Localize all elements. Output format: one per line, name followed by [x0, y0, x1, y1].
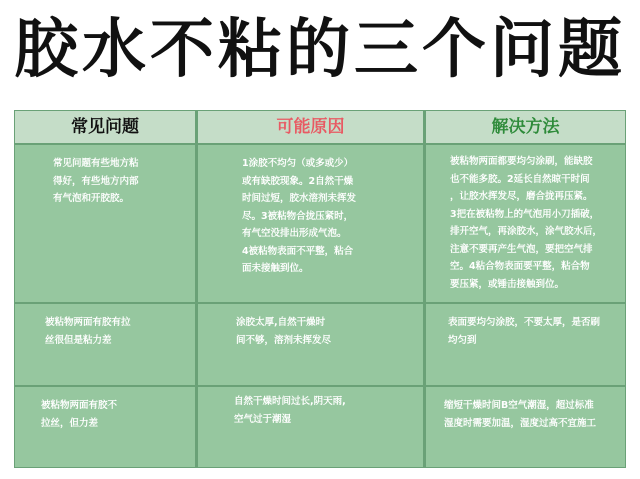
row-2-solution: [426, 304, 625, 385]
header-solution: 解决方法: [426, 111, 625, 143]
row-3-cause: [198, 387, 423, 467]
row-2-cause-text: 涂胶太厚,自然干燥时 间不够，溶剂未挥发尽: [236, 317, 332, 346]
row-3-solution: [426, 387, 625, 467]
row-2-problem: [15, 304, 195, 385]
page-title: 胶水不粘的三个问题: [14, 13, 626, 87]
row-1-solution: [426, 145, 625, 302]
row-3-solution-text: 缩短干燥时间B空气潮湿，超过标准 湿度时需要加温，湿度过高不宜施工: [444, 400, 597, 429]
header-cause: 可能原因: [198, 111, 423, 143]
row-2-solution-text: 表面要均匀涂胶，不要太厚，是否刷 均匀到: [448, 317, 601, 346]
row-1-cause-text: 1涂胶不均匀（或多或少） 或有缺胶现象。2自然干燥 时间过短，胶水溶剂未挥发 尽。3被粘物合拢压紧时， 有气空没排出形成气泡。 4被粘物表面不平整，粘合 面未接触到位。: [242, 158, 357, 274]
row-1-problem-text: 常见问题有些地方粘 得好，有些地方内部 有气泡和开胶胶。: [53, 158, 139, 204]
problem-table: [14, 110, 626, 468]
row-3-cause-text: 自然干燥时间过长,阴天雨, 空气过于潮湿: [234, 396, 346, 425]
row-3-problem-text: 被粘物两面有胶不 拉丝，但力差: [41, 400, 118, 429]
row-2-problem-text: 被粘物两面有胶有拉 丝很但是粘力差: [45, 317, 131, 346]
header-problem: 常见问题: [15, 111, 195, 143]
row-1-cause: [198, 145, 423, 302]
row-2-cause: [198, 304, 423, 385]
row-1-problem: [15, 145, 195, 302]
row-1-solution-text: 被粘物两面都要均匀涂刷，能缺胶 也不能多胶。2延长自然晾干时间 ，让胶水挥发尽，磨合拢再压紧。 3把在被粘物上的气泡用小刀插破， 排开空气，再涂胶水，涂气胶水后， 注意不要再产生气泡，要把空气排 空。4粘合物表面要平整，粘合物 要压紧，或锤击接触到位。: [450, 156, 603, 290]
table-header: [15, 111, 625, 143]
row-3-problem: [15, 387, 195, 467]
